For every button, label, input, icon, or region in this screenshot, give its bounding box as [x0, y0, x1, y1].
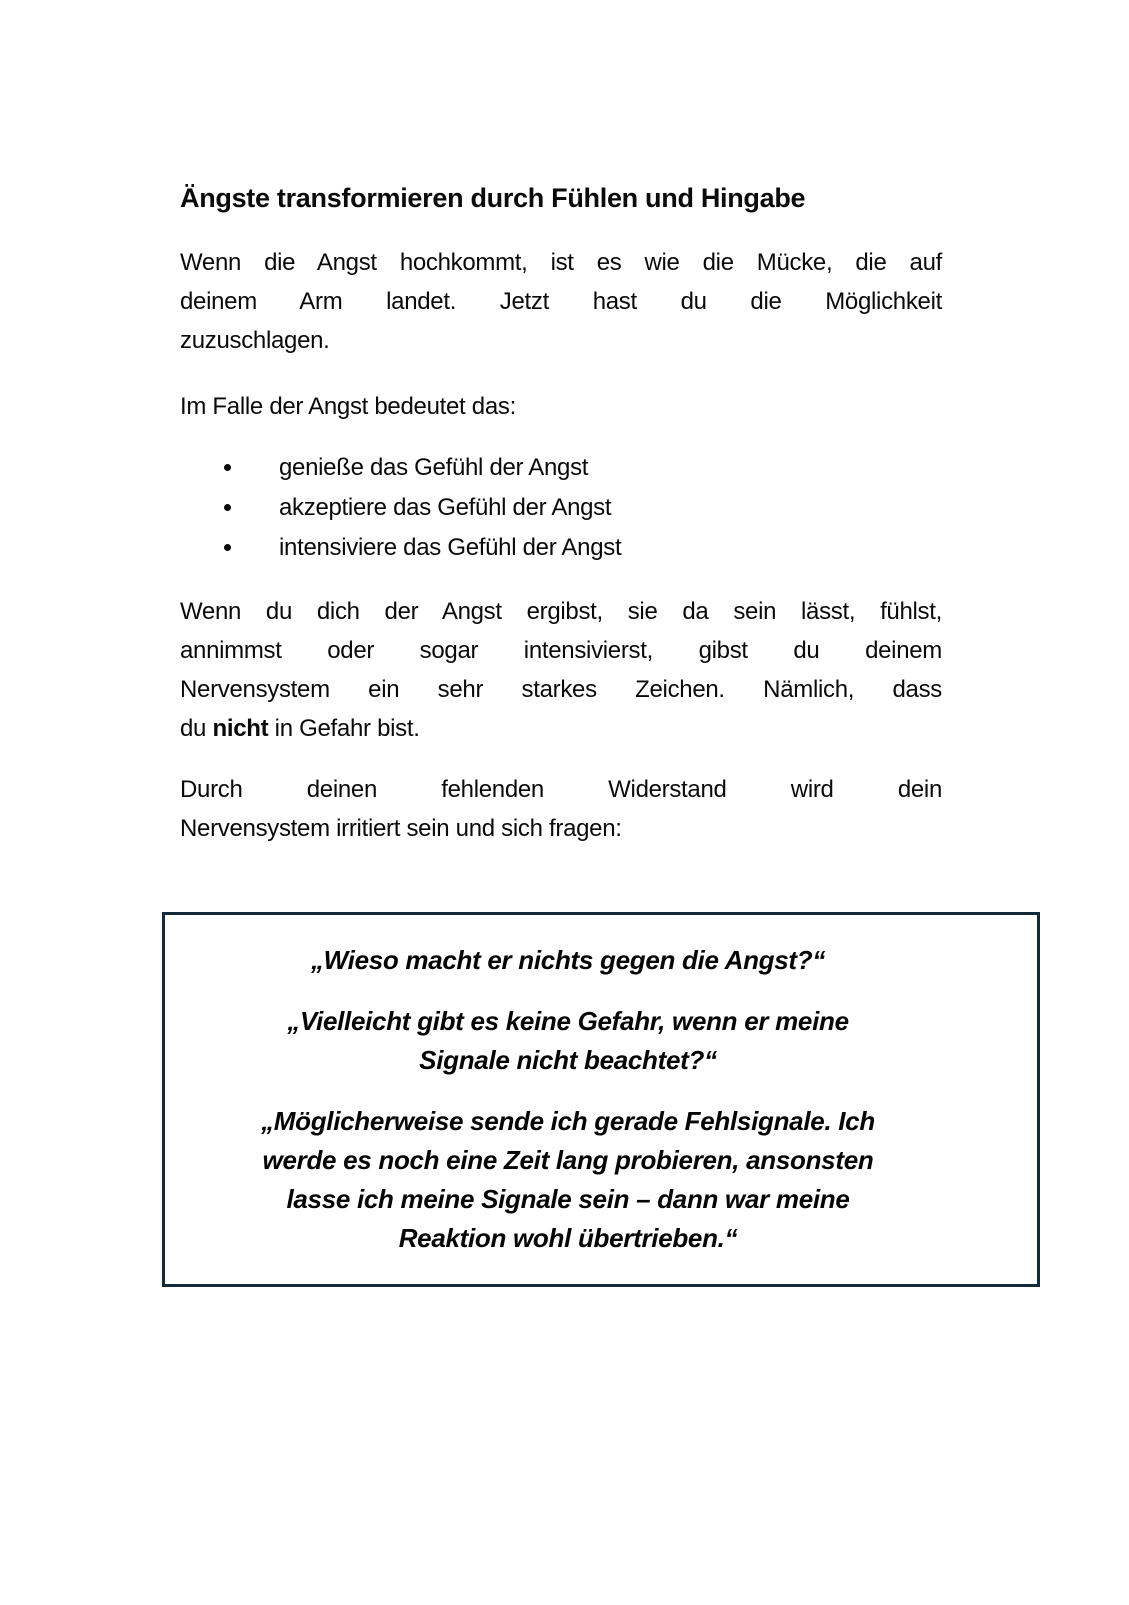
text-line: zuzuschlagen.	[180, 327, 330, 354]
text-line: Nervensystem irritiert sein und sich fragen:	[180, 815, 622, 842]
bullet-list	[180, 448, 942, 568]
paragraph-case	[180, 387, 942, 426]
paragraph-resistance	[180, 770, 942, 848]
text-line	[180, 709, 942, 748]
bullet-item: • genieße das Gefühl der Angst	[245, 448, 942, 488]
quote-line: Reaktion wohl übertrieben.“	[398, 1223, 738, 1253]
text-line: Nervensystem ein sehr starkes Zeichen. Nämlich, dass	[180, 676, 942, 703]
text-line: Im Falle der Angst bedeutet das:	[180, 393, 516, 420]
text-line: Wenn die Angst hochkommt, ist es wie die Mücke, die auf	[180, 249, 942, 276]
text-segment: in Gefahr bist.	[268, 715, 420, 742]
text-line: deinem Arm landet. Jetzt hast du die Möglichkeit	[180, 288, 942, 315]
quote-line: werde es noch eine Zeit lang probieren, ansonsten	[262, 1145, 874, 1175]
quote-paragraph	[177, 1102, 959, 1258]
emphasized-word: nicht	[212, 715, 269, 742]
text-line: annimmst oder sogar intensivierst, gibst du deinem	[180, 637, 942, 664]
quote-line: lasse ich meine Signale sein – dann war meine	[286, 1184, 850, 1214]
quote-paragraph	[177, 941, 959, 980]
bullet-item: • intensiviere das Gefühl der Angst	[245, 528, 942, 568]
quote-line: „Möglicherweise sende ich gerade Fehlsignale. Ich	[261, 1106, 875, 1136]
bullet-item: • akzeptiere das Gefühl der Angst	[245, 488, 942, 528]
quote-box	[162, 912, 1040, 1287]
text-segment: du	[180, 715, 213, 742]
quote-line: „Wieso macht er nichts gegen die Angst?“	[310, 945, 826, 975]
paragraph-mosquito	[180, 243, 942, 360]
quote-line: Signale nicht beachtet?“	[419, 1045, 717, 1075]
quote-paragraph	[177, 1002, 959, 1080]
text-line: Durch deinen fehlenden Widerstand wird dein	[180, 776, 942, 803]
text-line: Wenn du dich der Angst ergibst, sie da sein lässt, fühlst,	[180, 598, 942, 625]
paragraph-surrender	[180, 592, 942, 748]
document-title: Ängste transformieren durch Fühlen und Hingabe	[180, 183, 806, 213]
document-content	[180, 0, 942, 1287]
quote-line: „Vielleicht gibt es keine Gefahr, wenn er meine	[287, 1006, 849, 1036]
